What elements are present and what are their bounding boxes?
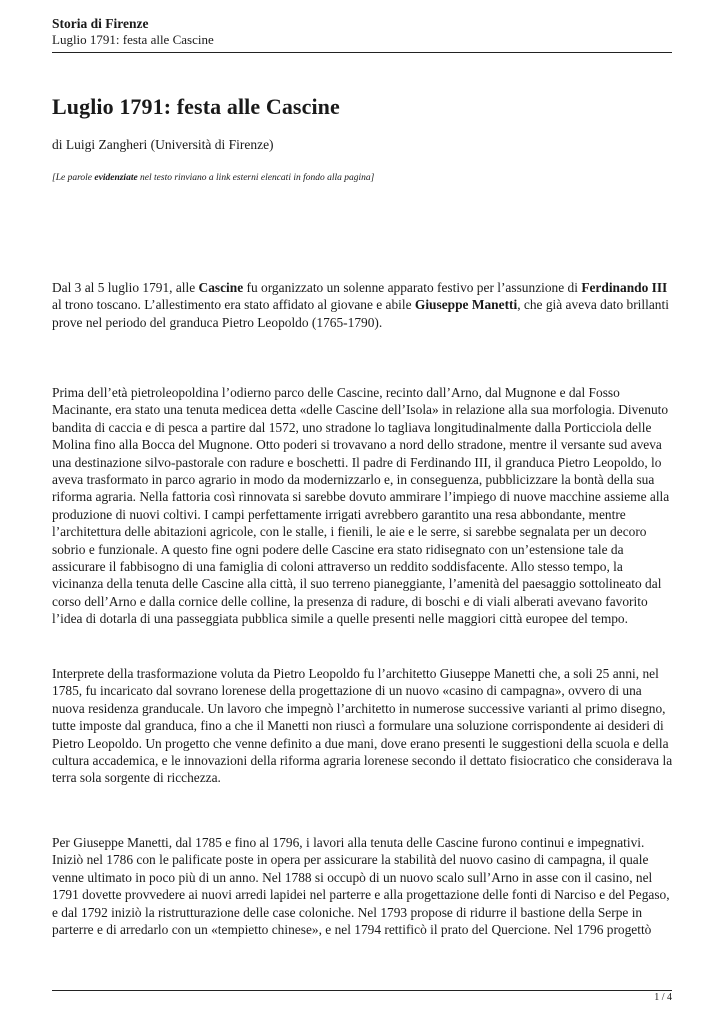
article-byline: di Luigi Zangheri (Università di Firenze) xyxy=(52,137,274,152)
link-ferdinando-iii[interactable]: Ferdinando III xyxy=(581,280,668,295)
link-cascine[interactable]: Cascine xyxy=(198,280,244,295)
page-number: 1 / 4 xyxy=(654,992,672,1003)
header-divider xyxy=(52,52,672,53)
p1-text-a: Dal 3 al 5 luglio 1791, alle xyxy=(52,280,199,295)
link-note xyxy=(52,173,374,183)
header-subtitle: Luglio 1791: festa alle Cascine xyxy=(52,32,214,47)
article-title: Luglio 1791: festa alle Cascine xyxy=(52,94,340,119)
link-giuseppe-manetti[interactable]: Giuseppe Manetti xyxy=(414,297,518,313)
paragraph-3: Interprete della trasformazione voluta da Pietro Leopoldo fu l’architetto Giuseppe Manetti che, a soli 25 anni, nel 1785, fu incaricato dal sovrano lorenese della progettazione di un nuovo «casino di campagna», ovvero di una nuova residenza granducale. Un lavoro che impegnò l’architetto in numerose successive varianti al primo disegno, tutte imposte dal granduca, fino a che il Manetti non riuscì a formulare una soluzione corrispondente ai desideri di Pietro Leopoldo. Un progetto che venne definito a due mani, dove erano presenti le suggestioni della scuola e della cultura accademica, e le innovazioni della riforma agraria lorenese secondo il dettato fisiocratico che considerava la terra sola sorgente di ricchezza. xyxy=(52,666,673,786)
note-text-post: nel testo rinviano a link esterni elencati in fondo alla pagina] xyxy=(137,173,375,183)
p1-text-c: fu organizzato un solenne apparato festivo per l’assunzione di xyxy=(243,280,582,295)
p1-text-e: al trono toscano. L’allestimento era stato affidato al giovane e abile xyxy=(52,297,415,313)
paragraph-1 xyxy=(52,279,676,331)
paragraph-4: Per Giuseppe Manetti, dal 1785 e fino al 1796, i lavori alla tenuta delle Cascine furono continui e impegnativi. Iniziò nel 1786 con le palificate poste in opera per assicurare la stabilità del nuovo casino di campagna, il quale venne ultimato in poco più di un anno. Nel 1788 si occupò di un nuovo scalo sull’Arno in asse con il casino, nel 1791 dovette provvedere ai nuovi arredi lapidei nel parterre e alla progettazione delle fonti di Narciso e del Pegaso, e dal 1792 iniziò la ristrutturazione delle case coloniche. Nel 1793 propose di ridurre il bastione della Serpe in parterre e di arredarlo con un «tempietto chinese», e nel 1794 rettificò il prato del Quercione. Nel 1796 progettò xyxy=(52,835,670,938)
footer-divider xyxy=(52,990,672,991)
note-text-pre: [Le parole xyxy=(52,173,95,183)
paragraph-2: Prima dell’età pietroleopoldina l’odierno parco delle Cascine, recinto dall’Arno, dal Mugnone e dal Fosso Macinante, era stato una tenuta medicea detta «delle Cascine dell’Isola» in relazione alla sua morfologia. Divenuto bandita di caccia e di pesca a partire dal 1572, uno stradone lo tagliava longitudinalmente dalla Porticciola delle Molina fino alla Bocca del Mugnone. Otto poderi si trovavano a nord dello stradone, mentre il versante sud aveva una destinazione silvo-pastorale con radure e boschetti. Il padre di Ferdinando III, il granduca Pietro Leopoldo, lo aveva trasformato in parco agrario in modo da modernizzarlo e, in conseguenza, pubblicizzare la bontà della sua riforma agraria. Nella fattoria così rinnovata si sarebbe dovuto ammirare l’impiego di nuove macchine assieme alla produzione di nuovi coltivi. I campi perfettamente irrigati avrebbero garantito una resa abbondante, mentre l’architettura delle abitazioni agricole, con le stalle, i fienili, le aie e le serre, si sarebbe segnalata per un decoro sobrio e funzionale. A questo fine ogni podere delle Cascine era stato ridisegnato con un’estensione tale da assicurare il fabbisogno di una famiglia di coloni attraverso un reddito soddisfacente. Allo stesso tempo, la vicinanza della tenuta delle Cascine alla città, il suo terreno pianeggiante, l’amenità del paesaggio sottolineato dal corso dell’Arno e dalla cornice delle colline, la presenza di radure, di boschi e di viali alberati avevano favorito l’idea di dotarla di una passeggiata pubblica simile a quelle presenti nelle maggiori città europee del tempo. xyxy=(52,385,670,627)
p1-text-g: , che già aveva dato brillanti prove nel periodo del granduca Pietro Leopoldo (1765-1790). xyxy=(52,297,669,330)
page-header xyxy=(52,16,672,48)
site-title: Storia di Firenze xyxy=(52,16,149,31)
note-text-bold: evidenziate xyxy=(94,173,138,183)
